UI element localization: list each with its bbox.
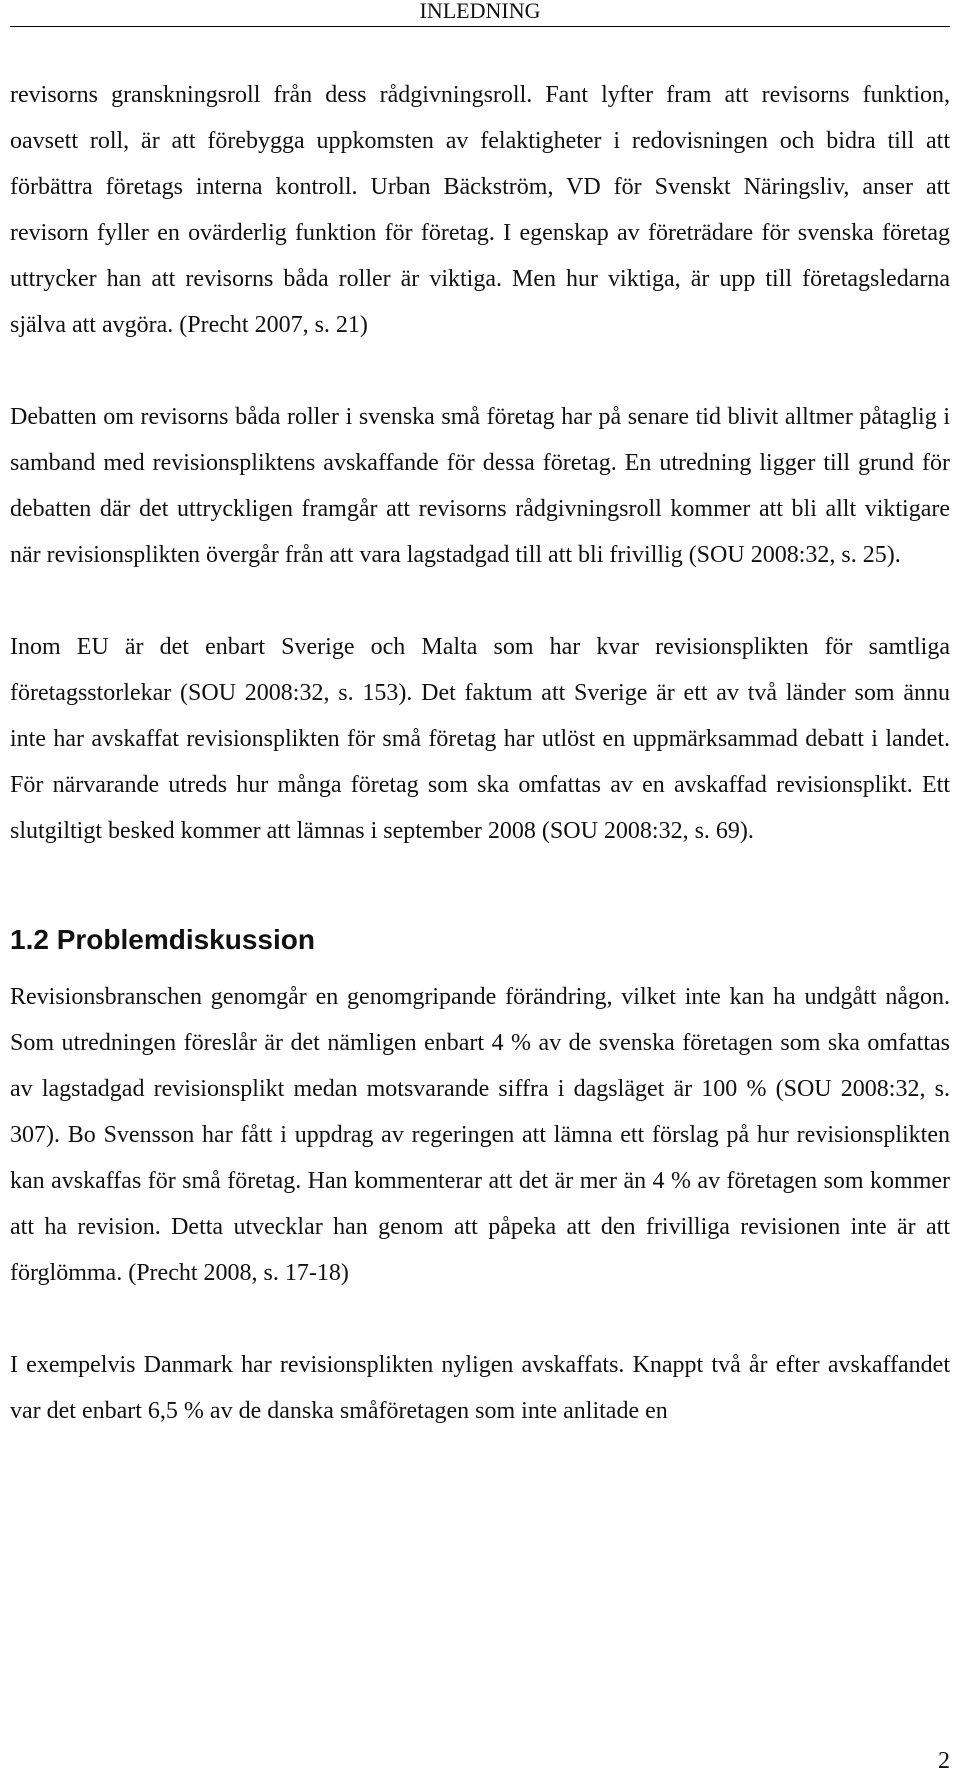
section-paragraph-2: I exempelvis Danmark har revisionsplikten nyligen avskaffats. Knappt två år efter avskaffandet var det enbart 6,5 % av de danska småföretagen som inte anlitade en [10,1352,950,1424]
header-title: INLEDNING [419,0,541,23]
paragraph-2: Debatten om revisorns båda roller i svenska små företag har på senare tid blivit alltmer påtaglig i samband med revisionspliktens avskaffande för dessa företag. En utredning ligger till grund för debatten där det uttryckligen framgår att revisorns rådgivningsroll kommer att bli allt viktigare när revisionsplikten övergår från att vara lagstadgad till att bli frivillig (SOU 2008:32, s. 25). [10,404,950,568]
running-header [10,0,950,27]
page-number: 2 [938,1748,950,1774]
page-content [10,72,950,1434]
section-heading: 1.2 Problemdiskussion [10,924,315,955]
section-paragraph-1: Revisionsbranschen genomgår en genomgripande förändring, vilket inte kan ha undgått någon. Som utredningen föreslår är det nämligen enbart 4 % av de svenska företagen som ska omfattas av lagstadgad revisionsplikt medan motsvarande siffra i dagsläget är 100 % (SOU 2008:32, s. 307). Bo Svensson har fått i uppdrag av regeringen att lämna ett förslag på hur revisionsplikten kan avskaffas för små företag. Han kommenterar att det är mer än 4 % av företagen som kommer att ha revision. Detta utvecklar han genom att påpeka att den frivilliga revisionen inte är att förglömma. (Precht 2008, s. 17-18) [10,984,950,1286]
paragraph-3: Inom EU är det enbart Sverige och Malta som har kvar revisionsplikten för samtliga företagsstorlekar (SOU 2008:32, s. 153). Det faktum att Sverige är ett av två länder som ännu inte har avskaffat revisionsplikten för små företag har utlöst en uppmärksammad debatt i landet. För närvarande utreds hur många företag som ska omfattas av en avskaffad revisionsplikt. Ett slutgiltigt besked kommer att lämnas i september 2008 (SOU 2008:32, s. 69). [10,634,950,844]
paragraph-1: revisorns granskningsroll från dess rådgivningsroll. Fant lyfter fram att revisorns funktion, oavsett roll, är att förebygga uppkomsten av felaktigheter i redovisningen och bidra till att förbättra företags interna kontroll. Urban Bäckström, VD för Svenskt Näringsliv, anser att revisorn fyller en ovärderlig funktion för företag. I egenskap av företrädare för svenska företag uttrycker han att revisorns båda roller är viktiga. Men hur viktiga, är upp till företagsledarna själva att avgöra. (Precht 2007, s. 21) [10,82,950,338]
